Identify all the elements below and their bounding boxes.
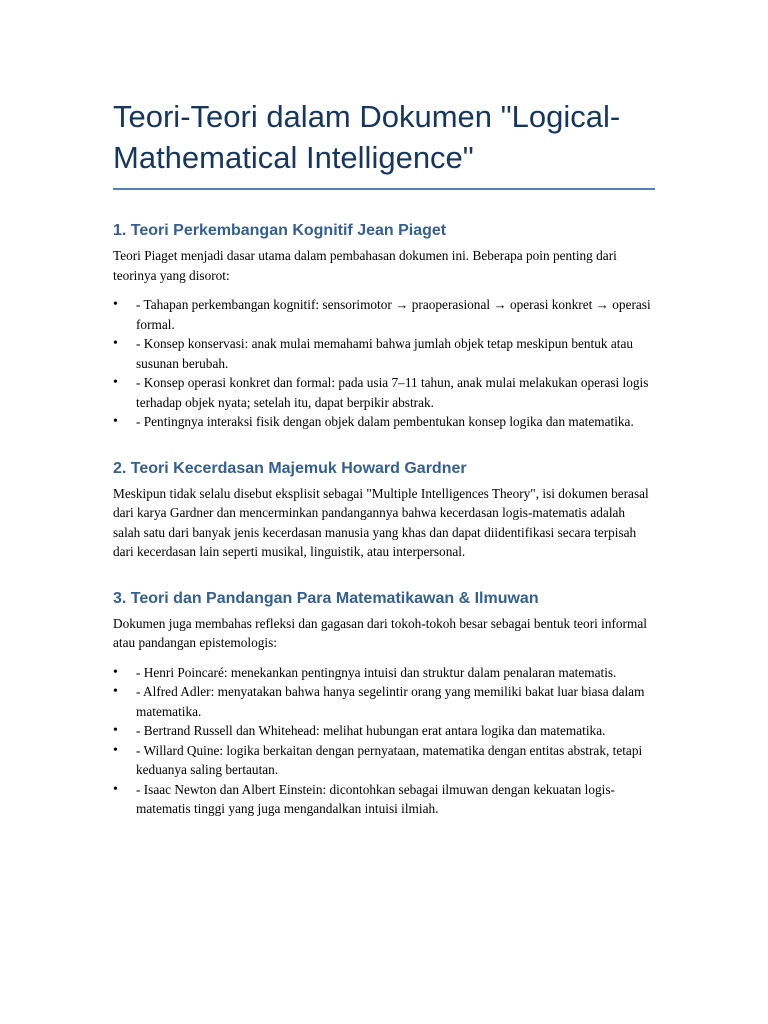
bullet-list [113,663,655,819]
bullet-icon: • [113,742,118,758]
section-heading: 1. Teori Perkembangan Kognitif Jean Piaget [113,222,447,239]
bullet-icon: • [113,375,118,390]
section-gardner [113,459,655,562]
bullet-icon: • [113,297,118,312]
list-item: • - Konsep konservasi: anak mulai memahami bahwa jumlah objek tetap meskipun bentuk atau susunan berubah. [113,336,634,371]
list-item: • - Bertrand Russell dan Whitehead: melihat hubungan erat antara logika dan matematika. [113,721,655,741]
section-mathematicians [113,589,655,819]
bullet-icon: • [113,336,118,351]
list-item: • - Alfred Adler: menyatakan bahwa hanya segelintir orang yang memiliki bakat luar biasa dalam matematika. [113,684,645,719]
bullet-icon: • [113,723,118,738]
list-item: • - Konsep operasi konkret dan formal: pada usia 7–11 tahun, anak mulai melakukan operasi logis terhadap objek nyata; setelah itu, dapat berpikir abstrak. [113,375,649,410]
section-intro: Teori Piaget menjadi dasar utama dalam pembahasan dokumen ini. Beberapa poin penting dari teorinya yang disorot: [113,248,617,283]
list-item: • - Tahapan perkembangan kognitif: sensorimotor → praoperasional → operasi konkret → operasi formal. [113,297,651,332]
document-page [113,96,655,819]
list-item: • - Willard Quine: logika berkaitan dengan pernyataan, matematika dengan entitas abstrak, tetapi keduanya saling bertautan. [113,742,643,777]
section-intro: Meskipun tidak selalu disebut eksplisit sebagai "Multiple Intelligences Theory", isi dokumen berasal dari karya Gardner dan mencerminkan pandangannya bahwa kecerdasan logis-matematis adalah salah satu dari banyak jenis kecerdasan manusia yang khas dan dapat diidentifikasi secara terpisah dari kecerdasan lain seperti musikal, linguistik, atau interpersonal. [113,485,649,559]
section-intro: Dokumen juga membahas refleksi dan gagasan dari tokoh-tokoh besar sebagai bentuk teori informal atau pandangan epistemologis: [113,615,647,650]
bullet-icon: • [113,414,118,429]
section-heading: 3. Teori dan Pandangan Para Matematikawan & Ilmuwan [113,589,539,607]
list-item: • - Pentingnya interaksi fisik dengan objek dalam pembentukan konsep logika dan matematika. [113,412,655,432]
section-piaget [113,221,655,432]
bullet-icon: • [113,781,118,797]
section-heading: 2. Teori Kecerdasan Majemuk Howard Gardner [113,459,467,477]
document-title: Teori-Teori dalam Dokumen "Logical-Mathematical Intelligence" [113,96,655,190]
bullet-list [113,295,655,432]
bullet-icon: • [113,684,118,699]
list-item: • - Henri Poincaré: menekankan pentingnya intuisi dan struktur dalam penalaran matematis. [113,663,655,683]
bullet-icon: • [113,664,118,680]
list-item: • - Isaac Newton dan Albert Einstein: dicontohkan sebagai ilmuwan dengan kekuatan logis-matematis tinggi yang juga mengandalkan intuisi ilmiah. [113,781,615,816]
